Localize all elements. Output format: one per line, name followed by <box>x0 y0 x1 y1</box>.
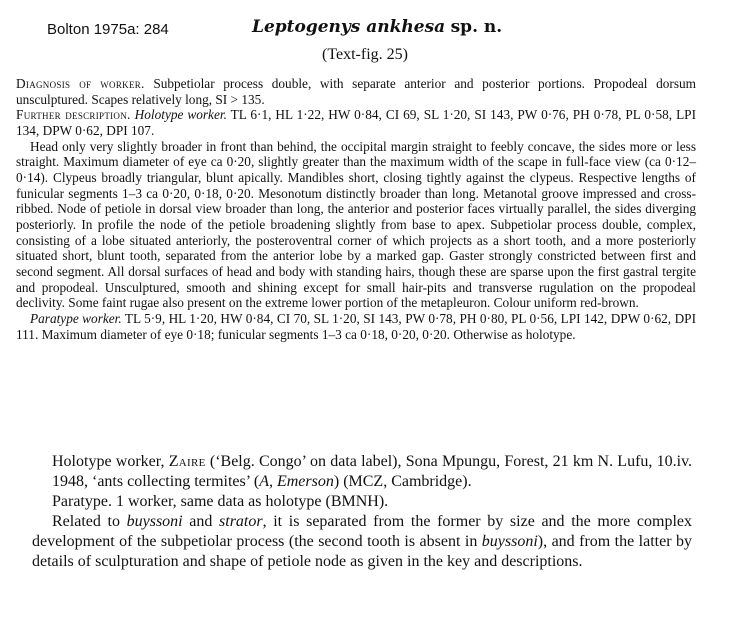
description-body: Head only very slightly broader in front than behind, the occipital margin straight to feebly concave, the sides more or less straight. Maximum diameter of eye ca 0·20, slightly greater than the maximum width of the scape in full-face view (ca 0·12–0·14). Clypeus broadly triangular, blunt apically. Mandibles short, closing tightly against the clypeus. Respective lengths of funicular segments 1–3 ca 0·20, 0·18, 0·20. Mesonotum distinctly broader than long. Metanotal groove impressed and cross-ribbed. Node of petiole in dorsal view broader than long, the anterior and posterior faces virtually parallel, the sides diverging posteriorly. In profile the node of the petiole broadening slightly from base to apex. Subpetiolar process double, complex, consisting of a lobe situated anteriorly, the posteroventral corner of which projects as a short tooth, and a more posteriorly situated short, blunt tooth, separated from the anterior lobe by a marked gap. Gaster strongly constricted between first and second segment. All dorsal surfaces of head and body with standing hairs, though these are sparse upon the first gastral tergite and propodeal. Unsculptured, smooth and shining except for small hair-pits and transverse rugulation on the propodeal declivity. Some faint rugae also present on the extreme lower portion of the metapleuron. Colour uniform red-brown. <box>16 138 696 311</box>
diagnosis-paragraph <box>16 76 696 107</box>
related-text-1: Related to <box>52 513 127 530</box>
related-text-4: ), and from the latter by details of sculpturation and shape of petiole node as given in the key and descriptions. <box>32 533 692 570</box>
related-species-2: strator <box>219 513 263 530</box>
related-species-3: buyssoni <box>481 533 538 550</box>
diagnosis-text: Subpetiolar process double, with separate anterior and posterior portions. Propodeal dorsum unsculptured. Scapes relatively long, SI > 135. <box>16 76 696 107</box>
citation: Bolton 1975a: 284 <box>47 21 169 38</box>
holotype-paragraph <box>32 452 692 492</box>
paratype-measurements: TL 5·9, HL 1·20, HW 0·84, CI 70, SL 1·20, SI 143, PW 0·78, PH 0·80, PL 0·56, LPI 142, DPW 0·62, DPI 111. Maximum diameter of eye 0·18; funicular segments 1–3 ca 0·18, 0·20, 0·20. Otherwise as holotype. <box>16 310 696 342</box>
holotype-text-1: (‘Belg. Congo’ on data label), Sona Mpungu, Forest, 21 km N. Lufu, 10.iv. 1948, ‘ants collecting termites’ ( <box>52 453 693 490</box>
paratype-paragraph <box>16 311 696 342</box>
description-block <box>16 76 696 342</box>
text-figure-ref: (Text-fig. 25) <box>322 46 408 63</box>
material-block <box>32 452 692 572</box>
related-text-2: and <box>182 513 220 530</box>
related-species-1: buyssoni <box>126 513 183 530</box>
holotype-collector: A, Emerson <box>259 473 334 490</box>
species-name: Leptogenys ankhesa <box>252 17 446 37</box>
species-title <box>252 17 502 37</box>
further-description-paragraph <box>16 107 696 138</box>
related-text-3: , it is separated from the former by size and the more complex development of the subpetiolar process (the second tooth is absent in <box>32 513 693 550</box>
related-paragraph <box>32 512 692 572</box>
diagnosis-label: Diagnosis of worker. <box>16 76 145 91</box>
holotype-intro: Holotype worker, <box>52 453 165 470</box>
species-suffix: sp. n. <box>450 17 503 37</box>
paratype-note: Paratype. 1 worker, same data as holotype (BMNH). <box>52 493 389 510</box>
further-description-label: Further description. <box>16 107 131 123</box>
paratype-worker-label: Paratype worker. <box>30 310 122 326</box>
holotype-text-2: ) (MCZ, Cambridge). <box>333 473 472 490</box>
holotype-worker-label: Holotype worker. <box>134 107 227 123</box>
holotype-country: Zaire <box>168 453 206 470</box>
holotype-measurements: TL 6·1, HL 1·22, HW 0·84, CI 69, SL 1·20, SI 143, PW 0·76, PH 0·78, PL 0·58, LPI 134, DPW 0·62, DPI 107. <box>16 107 697 138</box>
